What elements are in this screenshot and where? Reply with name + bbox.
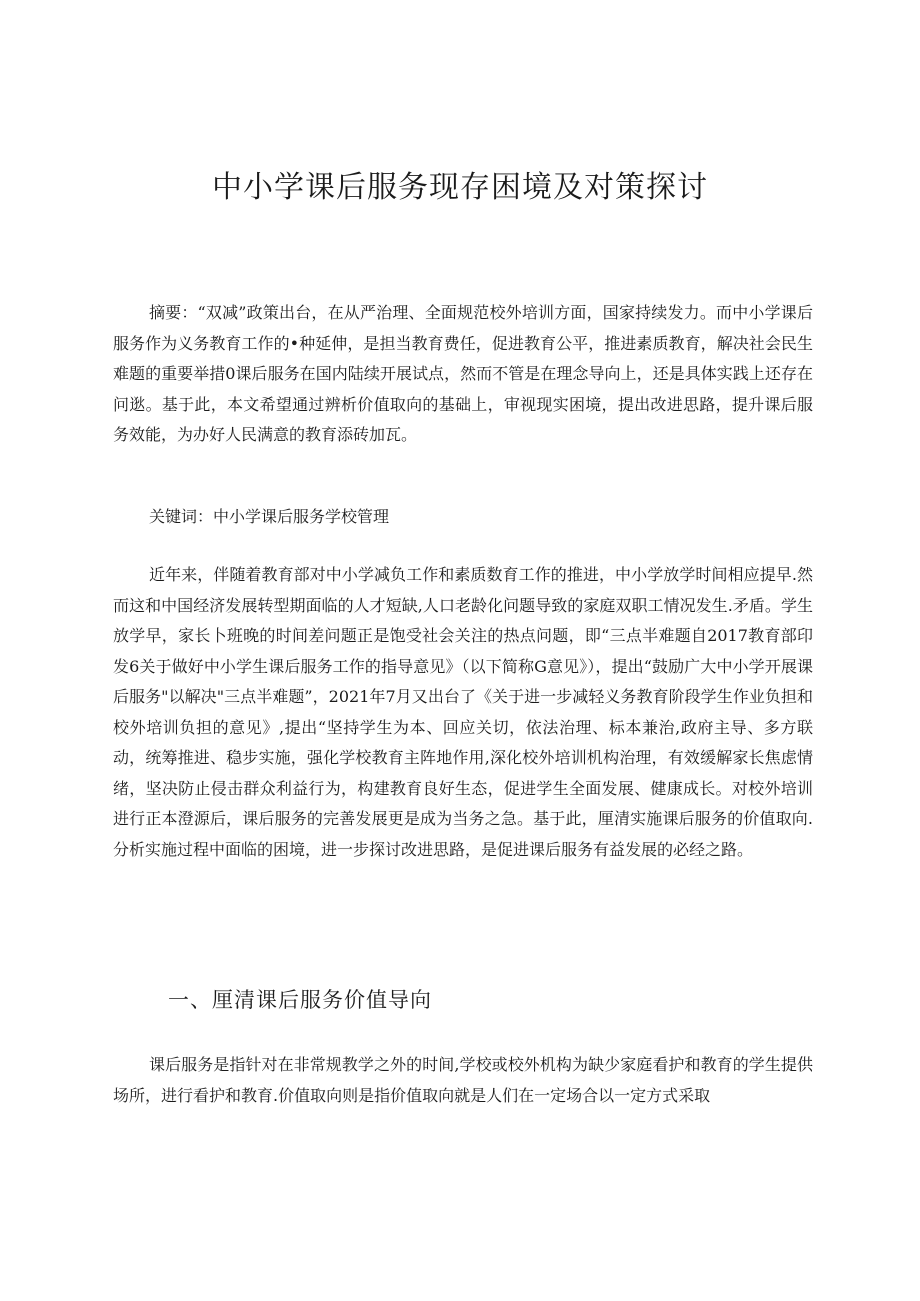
abstract-paragraph: 摘要：“双减”政策出台，在从严治理、全面规范校外培训方面，国家持续发力。而中小学课后服务作为义务教育工作的•种延伸，是担当教育费任，促进教育公平，推进素质教育，解决社会民生难题的重要举措0课后服务在国内陆续开展试点，然而不管是在理念导向上，还是具体实践上还存在问逖。基于此，本文希望通过辨析价值取向的基础上，审视现实困境，提出改进思路，提升课后服务效能，为办好人民满意的教育添砖加瓦。 bbox=[113, 303, 813, 444]
section-heading-1: 一、厘清课后服务价值导向 bbox=[168, 988, 432, 1012]
document-title: 中小学课后服务现存困境及对策探讨 bbox=[212, 170, 708, 205]
section-1-paragraph: 课后服务是指针对在非常规教学之外的时间,学校或校外机构为缺少家庭看护和教育的学生提供场所，进行看护和教育.价值取向则是指价值取向就是人们在一定场合以一定方式采取 bbox=[113, 1055, 813, 1105]
intro-paragraph: 近年来，伴随着教育部对中小学减负工作和素质数育工作的推进，中小学放学时间相应提早.然而这和中国经济发展转型期面临的人才短缺,人口老龄化问题导致的家庭双职工情况发生.矛盾。学生放学早，家长卜班晚的时间差问题正是饱受社会关注的热点问题，即“三点半难题自2017教育部印发6关于做好中小学生课后服务工作的指导意见》（以下简称G意见》），提出“鼓励广大中小学开展课后服务"以解决"三点半难题”，2021年7月又出台了《关于进一步减轻义务教育阶段学生作业负担和校外培训负担的意见》,提出“坚持学生为本、回应关切，依法治理、标本兼治,政府主导、多方联动，统筹推进、稳步实施，强化学校教育主阵地作用,深化校外培训机构治理，有效缓解家长焦虑情绪，坚决防止侵击群众利益行为，构建教育良好生态，促进学生全面发展、健康成长。对校外培训进行正本澄源后，课后服务的完善发展更是成为当务之急。基于此，厘清实施课后服务的价值取向.分析实施过程中面临的困境，进一步探讨改进思路，是促进课后服务有益发展的必经之路。 bbox=[113, 565, 813, 859]
keywords-line: 关键词：中小学课后服务学校管理 bbox=[149, 507, 390, 526]
